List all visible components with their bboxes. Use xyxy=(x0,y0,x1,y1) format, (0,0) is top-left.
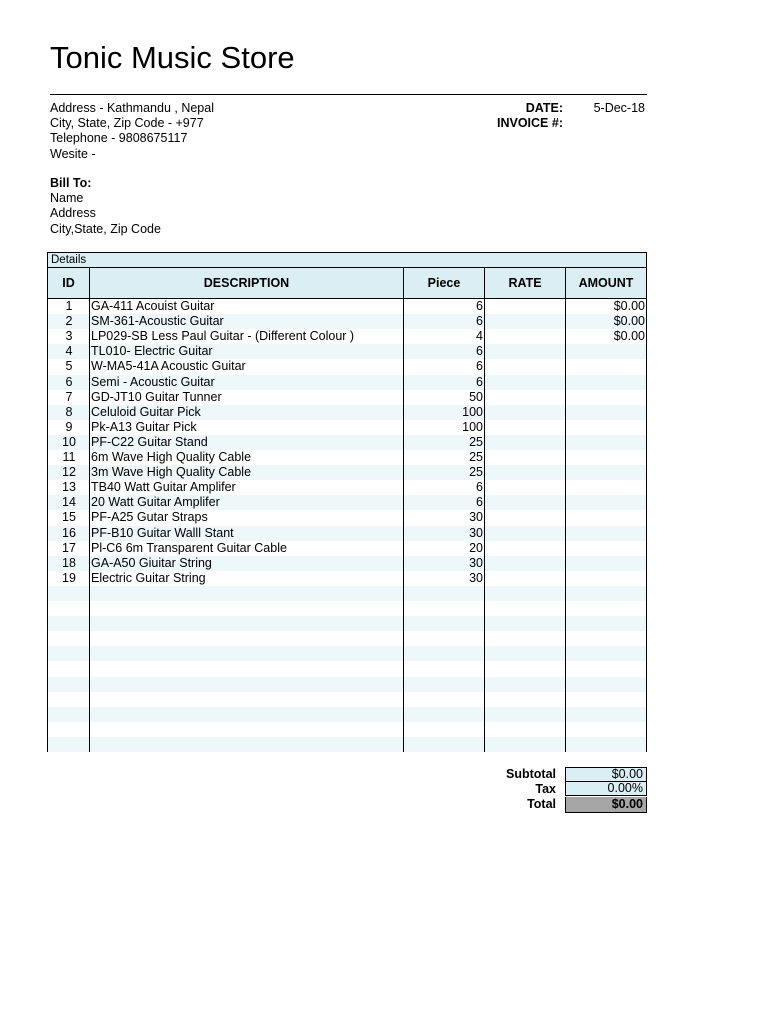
cell-rate[interactable] xyxy=(485,329,563,344)
table-row xyxy=(48,722,646,737)
table-row xyxy=(48,465,646,480)
cell-rate[interactable] xyxy=(485,571,563,586)
cell-id[interactable]: 2 xyxy=(65,314,73,329)
table-row xyxy=(48,329,646,344)
cell-amount[interactable] xyxy=(566,375,645,390)
cell-amount[interactable]: $0.00 xyxy=(613,299,645,313)
cell-amount[interactable] xyxy=(566,480,645,495)
city-line: City, State, Zip Code - +977 xyxy=(50,116,204,131)
cell-rate[interactable] xyxy=(485,541,563,556)
table-row xyxy=(48,375,646,390)
cell-amount[interactable] xyxy=(566,510,645,525)
cell-piece[interactable] xyxy=(404,616,483,631)
cell-amount[interactable] xyxy=(566,601,645,616)
cell-amount[interactable] xyxy=(566,390,645,405)
cell-id[interactable] xyxy=(48,601,88,616)
cell-id[interactable]: 7 xyxy=(65,389,73,404)
cell-description[interactable]: Electric Guitar String xyxy=(91,570,206,585)
table-row xyxy=(48,390,646,405)
cell-id[interactable]: 14 xyxy=(62,495,76,510)
cell-description[interactable]: LP029-SB Less Paul Guitar - (Different Colour ) xyxy=(91,329,355,344)
cell-rate[interactable] xyxy=(485,465,563,480)
cell-rate[interactable] xyxy=(485,435,563,450)
cell-amount[interactable] xyxy=(566,737,645,752)
cell-rate[interactable] xyxy=(485,314,563,329)
cell-amount[interactable] xyxy=(566,692,645,707)
cell-description[interactable]: W-MA5-41A Acoustic Guitar xyxy=(91,359,246,374)
cell-rate[interactable] xyxy=(485,405,563,420)
cell-description[interactable]: Celuloid Guitar Pick xyxy=(91,404,201,419)
total-label: Total xyxy=(527,797,556,811)
cell-rate[interactable] xyxy=(485,707,563,722)
header-rate: RATE xyxy=(484,268,566,299)
table-row xyxy=(48,646,646,661)
cell-piece[interactable]: 30 xyxy=(469,510,483,525)
cell-description[interactable]: TL010- Electric Guitar xyxy=(91,344,213,359)
cell-amount[interactable] xyxy=(566,646,645,661)
cell-amount[interactable] xyxy=(566,677,645,692)
cell-description[interactable] xyxy=(91,737,401,752)
cell-id[interactable] xyxy=(48,752,88,767)
invoice-label: INVOICE #: xyxy=(497,116,563,130)
column-divider xyxy=(89,268,90,752)
cell-amount[interactable] xyxy=(566,465,645,480)
cell-piece[interactable]: 6 xyxy=(476,359,483,374)
cell-amount[interactable] xyxy=(566,616,645,631)
cell-piece[interactable]: 30 xyxy=(469,570,483,585)
cell-rate[interactable] xyxy=(485,646,563,661)
cell-id[interactable] xyxy=(48,692,88,707)
tax-value[interactable]: 0.00% xyxy=(565,782,647,796)
table-row xyxy=(48,435,646,450)
cell-piece[interactable]: 6 xyxy=(476,314,483,329)
cell-rate[interactable] xyxy=(485,526,563,541)
store-title: Tonic Music Store xyxy=(50,40,295,72)
table-row xyxy=(48,450,646,465)
cell-amount[interactable] xyxy=(566,571,645,586)
table-row xyxy=(48,480,646,495)
cell-rate[interactable] xyxy=(485,390,563,405)
header-amount: AMOUNT xyxy=(566,268,646,299)
table-row xyxy=(48,737,646,752)
cell-piece[interactable] xyxy=(404,631,483,646)
table-row xyxy=(48,601,646,616)
cell-amount[interactable] xyxy=(566,661,645,676)
cell-amount[interactable] xyxy=(566,586,645,601)
cell-description[interactable]: GA-A50 Giuitar String xyxy=(91,555,212,570)
table-row xyxy=(48,344,646,359)
cell-rate[interactable] xyxy=(485,299,563,314)
cell-amount[interactable] xyxy=(566,541,645,556)
bill-to-heading: Bill To: xyxy=(50,176,92,190)
cell-piece[interactable] xyxy=(404,737,483,752)
header-divider xyxy=(50,94,647,95)
column-divider xyxy=(403,268,404,752)
cell-piece[interactable] xyxy=(404,692,483,707)
cell-rate[interactable] xyxy=(485,450,563,465)
cell-rate[interactable] xyxy=(485,601,563,616)
cell-piece[interactable] xyxy=(404,601,483,616)
cell-rate[interactable] xyxy=(485,344,563,359)
cell-id[interactable] xyxy=(48,722,88,737)
subtotal-value[interactable]: $0.00 xyxy=(565,767,647,782)
tax-label: Tax xyxy=(535,782,556,796)
header-description: DESCRIPTION xyxy=(89,268,404,299)
cell-id[interactable]: 19 xyxy=(62,570,76,585)
cell-id[interactable] xyxy=(48,707,88,722)
bill-to-block xyxy=(50,176,161,237)
cell-rate[interactable] xyxy=(485,495,563,510)
cell-id[interactable]: 11 xyxy=(62,450,76,464)
cell-id[interactable]: 15 xyxy=(62,510,76,525)
cell-piece[interactable] xyxy=(404,752,483,767)
cell-rate[interactable] xyxy=(485,556,563,571)
cell-rate[interactable] xyxy=(485,631,563,646)
cell-id[interactable] xyxy=(48,631,88,646)
header-id: ID xyxy=(48,268,89,299)
cell-rate[interactable] xyxy=(485,359,563,374)
cell-piece[interactable]: 25 xyxy=(469,465,483,480)
table-row xyxy=(48,692,646,707)
cell-id[interactable]: 16 xyxy=(62,525,76,540)
cell-amount[interactable] xyxy=(566,722,645,737)
cell-piece[interactable] xyxy=(404,646,483,661)
cell-description[interactable] xyxy=(91,661,401,676)
table-row xyxy=(48,299,646,314)
cell-description[interactable] xyxy=(91,692,401,707)
bill-to-address: Address xyxy=(50,206,96,221)
cell-id[interactable]: 6 xyxy=(65,374,73,389)
cell-id[interactable] xyxy=(48,616,88,631)
cell-amount[interactable]: $0.00 xyxy=(613,329,645,344)
cell-id[interactable] xyxy=(48,661,88,676)
subtotal-label: Subtotal xyxy=(506,767,556,781)
cell-rate[interactable] xyxy=(485,722,563,737)
cell-rate[interactable] xyxy=(485,375,563,390)
cell-description[interactable] xyxy=(91,586,401,601)
cell-description[interactable] xyxy=(91,752,401,767)
cell-piece[interactable]: 30 xyxy=(469,555,483,570)
table-row xyxy=(48,631,646,646)
cell-amount[interactable] xyxy=(566,405,645,420)
cell-piece[interactable]: 6 xyxy=(476,374,483,389)
cell-piece[interactable] xyxy=(404,661,483,676)
table-row xyxy=(48,420,646,435)
cell-description[interactable]: PF-A25 Gutar Straps xyxy=(91,510,208,525)
cell-id[interactable]: 13 xyxy=(62,480,76,495)
cell-id[interactable]: 12 xyxy=(62,465,76,480)
header-piece: Piece xyxy=(404,268,484,299)
cell-piece[interactable] xyxy=(404,707,483,722)
cell-piece[interactable] xyxy=(404,586,483,601)
cell-description[interactable]: 20 Watt Guitar Amplifer xyxy=(91,495,220,510)
cell-description[interactable] xyxy=(91,616,401,631)
cell-piece[interactable]: 30 xyxy=(469,525,483,540)
cell-id[interactable]: 10 xyxy=(62,434,76,449)
cell-piece[interactable]: 50 xyxy=(469,389,483,404)
cell-amount[interactable] xyxy=(566,707,645,722)
cell-piece[interactable]: 6 xyxy=(476,480,483,495)
cell-description[interactable]: SM-361-Acoustic Guitar xyxy=(91,314,224,329)
cell-id[interactable] xyxy=(48,586,88,601)
cell-description[interactable]: PF-C22 Guitar Stand xyxy=(91,434,208,449)
cell-amount[interactable] xyxy=(566,526,645,541)
table-row xyxy=(48,752,646,767)
cell-description[interactable] xyxy=(91,631,401,646)
cell-amount[interactable] xyxy=(566,631,645,646)
cell-rate[interactable] xyxy=(485,737,563,752)
table-row xyxy=(48,616,646,631)
cell-description[interactable]: PF-B10 Guitar Walll Stant xyxy=(91,525,234,540)
total-value[interactable]: $0.00 xyxy=(565,797,647,813)
table-row xyxy=(48,405,646,420)
cell-description[interactable]: TB40 Watt Guitar Amplifer xyxy=(91,480,236,495)
cell-piece[interactable] xyxy=(404,677,483,692)
cell-description[interactable]: 3m Wave High Quality Cable xyxy=(91,465,252,480)
details-label: Details xyxy=(48,253,646,268)
cell-description[interactable]: Pk-A13 Guitar Pick xyxy=(91,419,197,434)
cell-id[interactable]: 17 xyxy=(62,540,76,555)
cell-rate[interactable] xyxy=(485,510,563,525)
cell-description[interactable]: GD-JT10 Guitar Tunner xyxy=(91,389,222,404)
cell-id[interactable]: 18 xyxy=(62,555,76,570)
cell-amount[interactable] xyxy=(566,420,645,435)
cell-id[interactable] xyxy=(48,737,88,752)
cell-rate[interactable] xyxy=(485,480,563,495)
details-table xyxy=(47,252,647,752)
store-address-block xyxy=(50,101,214,162)
cell-piece[interactable]: 6 xyxy=(476,495,483,510)
cell-rate[interactable] xyxy=(485,616,563,631)
telephone-line: Telephone - 9808675117 xyxy=(50,131,188,146)
cell-piece[interactable]: 6 xyxy=(476,344,483,359)
cell-amount[interactable] xyxy=(566,495,645,510)
cell-id[interactable] xyxy=(48,646,88,661)
cell-amount[interactable] xyxy=(566,752,645,767)
website-line: Wesite - xyxy=(50,146,96,161)
bill-to-city: City,State, Zip Code xyxy=(50,221,161,236)
cell-description[interactable]: GA-411 Acouist Guitar xyxy=(91,299,215,313)
cell-amount[interactable] xyxy=(566,344,645,359)
cell-id[interactable]: 4 xyxy=(65,344,73,359)
cell-rate[interactable] xyxy=(485,692,563,707)
table-row xyxy=(48,526,646,541)
table-row xyxy=(48,677,646,692)
cell-piece[interactable] xyxy=(404,722,483,737)
cell-piece[interactable]: 25 xyxy=(469,450,483,464)
column-divider xyxy=(565,268,566,752)
column-divider xyxy=(484,268,485,752)
cell-amount[interactable] xyxy=(566,359,645,374)
cell-rate[interactable] xyxy=(485,661,563,676)
cell-description[interactable] xyxy=(91,646,401,661)
cell-rate[interactable] xyxy=(485,420,563,435)
cell-amount[interactable]: $0.00 xyxy=(613,314,645,329)
cell-rate[interactable] xyxy=(485,752,563,767)
cell-id[interactable]: 1 xyxy=(65,299,73,313)
cell-description[interactable] xyxy=(91,722,401,737)
table-row xyxy=(48,571,646,586)
cell-amount[interactable] xyxy=(566,450,645,465)
cell-piece[interactable]: 100 xyxy=(462,404,483,419)
cell-id[interactable]: 8 xyxy=(65,404,73,419)
cell-description[interactable] xyxy=(91,707,401,722)
table-row xyxy=(48,314,646,329)
table-row xyxy=(48,510,646,525)
bill-to-name: Name xyxy=(50,191,84,206)
table-row xyxy=(48,661,646,676)
cell-piece[interactable]: 4 xyxy=(476,329,483,344)
table-row xyxy=(48,556,646,571)
cell-amount[interactable] xyxy=(566,435,645,450)
cell-rate[interactable] xyxy=(485,677,563,692)
cell-description[interactable]: Semi - Acoustic Guitar xyxy=(91,374,215,389)
cell-description[interactable] xyxy=(91,601,401,616)
cell-piece[interactable]: 100 xyxy=(462,419,483,434)
table-row xyxy=(48,541,646,556)
cell-id[interactable]: 9 xyxy=(65,419,73,434)
cell-description[interactable]: Pl-C6 6m Transparent Guitar Cable xyxy=(91,540,287,555)
cell-piece[interactable]: 25 xyxy=(469,434,483,449)
cell-id[interactable]: 3 xyxy=(65,329,73,344)
table-row xyxy=(48,707,646,722)
cell-description[interactable]: 6m Wave High Quality Cable xyxy=(91,450,252,464)
cell-piece[interactable]: 6 xyxy=(476,299,483,313)
cell-id[interactable]: 5 xyxy=(65,359,73,374)
table-row xyxy=(48,586,646,601)
date-value: 5-Dec-18 xyxy=(593,101,645,115)
cell-amount[interactable] xyxy=(566,556,645,571)
cell-id[interactable] xyxy=(48,677,88,692)
cell-rate[interactable] xyxy=(485,586,563,601)
address-line: Address - Kathmandu , Nepal xyxy=(50,101,214,115)
cell-description[interactable] xyxy=(91,677,401,692)
table-row xyxy=(48,495,646,510)
date-label: DATE: xyxy=(525,101,563,115)
cell-piece[interactable]: 20 xyxy=(469,540,483,555)
table-row xyxy=(48,359,646,374)
